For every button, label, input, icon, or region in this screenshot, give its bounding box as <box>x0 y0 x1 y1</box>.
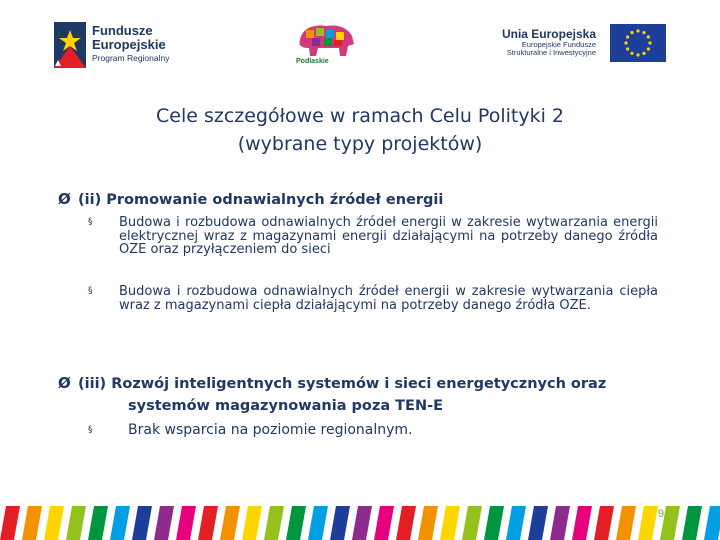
footer-stripe <box>286 506 306 540</box>
footer-stripe <box>704 506 720 540</box>
fe-logo-line3: Program Regionalny <box>92 53 170 64</box>
footer-stripe <box>264 506 284 540</box>
eu-star-icon <box>626 35 629 38</box>
list-item <box>88 424 658 438</box>
fe-logo-line2: Europejskie <box>92 36 166 52</box>
footer-stripe <box>176 506 196 540</box>
section-heading-text: (ii) Promowanie odnawialnych źródeł energii <box>78 192 444 208</box>
square-bullet-icon: § <box>88 286 93 296</box>
footer-stripe <box>506 506 526 540</box>
title-line1: Cele szczegółowe w ramach Celu Polityki 2 <box>155 105 565 127</box>
footer-stripe <box>44 506 64 540</box>
footer-stripe <box>132 506 152 540</box>
bison-icon <box>294 20 358 60</box>
list-item-text: Brak wsparcia na poziomie regionalnym. <box>128 422 413 438</box>
footer-stripe <box>484 506 504 540</box>
footer-stripe <box>110 506 130 540</box>
arrow-bullet-icon: Ø <box>58 374 71 392</box>
unia-europejska-logo <box>490 22 666 68</box>
list-item <box>88 216 658 257</box>
footer-color-stripes <box>0 506 720 540</box>
footer-stripe <box>682 506 702 540</box>
footer-stripe <box>0 506 20 540</box>
footer-stripe <box>550 506 570 540</box>
fe-flag-icon <box>52 20 88 70</box>
footer-stripe <box>220 506 240 540</box>
eu-star-icon <box>636 53 639 56</box>
eu-star-icon <box>648 41 651 44</box>
footer-stripe <box>594 506 614 540</box>
section-heading-line1: (iii) Rozwój inteligentnych systemów i sieci energetycznych oraz <box>78 376 607 392</box>
footer-stripe <box>440 506 460 540</box>
eu-star-icon <box>630 52 633 55</box>
eu-star-icon <box>636 29 639 32</box>
section-heading-ii <box>58 190 443 208</box>
square-bullet-icon: § <box>88 217 93 227</box>
podlaskie-logo <box>294 20 358 68</box>
page-number: 9 <box>657 508 664 520</box>
section-heading-iii <box>58 372 668 417</box>
footer-stripe <box>330 506 350 540</box>
footer-stripe <box>462 506 482 540</box>
footer-stripe <box>528 506 548 540</box>
list-item-text: Budowa i rozbudowa odnawialnych źródeł energii w zakresie wytwarzania ciepła wraz z magazynami ciepła działającymi na potrzeby danego źródła OZE. <box>119 284 658 313</box>
fe-logo-line1: Fundusze <box>92 23 153 38</box>
ue-logo-line2: Europejskie Fundusze <box>521 40 596 50</box>
podlaskie-label: Podlaskie <box>296 58 329 65</box>
footer-stripe <box>352 506 372 540</box>
eu-flag-icon <box>610 24 666 62</box>
footer-stripe <box>308 506 328 540</box>
slide-title <box>60 102 660 158</box>
eu-star-icon <box>642 52 645 55</box>
footer-stripe <box>22 506 42 540</box>
square-bullet-icon: § <box>88 425 93 435</box>
ue-logo-line1: Unia Europejska <box>501 27 596 41</box>
ue-logo-line3: Strukturalne i Inwestycyjne <box>506 48 596 58</box>
footer-stripe <box>418 506 438 540</box>
title-line2: (wybrane typy projektów) <box>237 133 483 155</box>
footer-stripe <box>572 506 592 540</box>
footer-stripe <box>154 506 174 540</box>
footer-stripe <box>374 506 394 540</box>
eu-star-icon <box>642 31 645 34</box>
arrow-bullet-icon: Ø <box>58 190 71 208</box>
list-item <box>88 285 658 312</box>
footer-stripe <box>638 506 658 540</box>
footer-stripe <box>66 506 86 540</box>
section-heading-line2: systemów magazynowania poza TEN-E <box>128 398 443 414</box>
eu-star-icon <box>626 47 629 50</box>
footer-stripe <box>616 506 636 540</box>
eu-star-icon <box>647 35 650 38</box>
list-item-text: Budowa i rozbudowa odnawialnych źródeł energii w zakresie wytwarzania energii elektrycznej wraz z magazynami energii działającymi na potrzeby danego źródła OZE oraz przyłączeniem do sieci <box>119 215 658 257</box>
eu-star-icon <box>630 31 633 34</box>
footer-stripe <box>396 506 416 540</box>
footer-stripe <box>242 506 262 540</box>
footer-stripe <box>88 506 108 540</box>
eu-star-icon <box>624 41 627 44</box>
fundusze-europejskie-logo <box>52 20 192 70</box>
eu-star-icon <box>647 47 650 50</box>
footer-stripe <box>198 506 218 540</box>
